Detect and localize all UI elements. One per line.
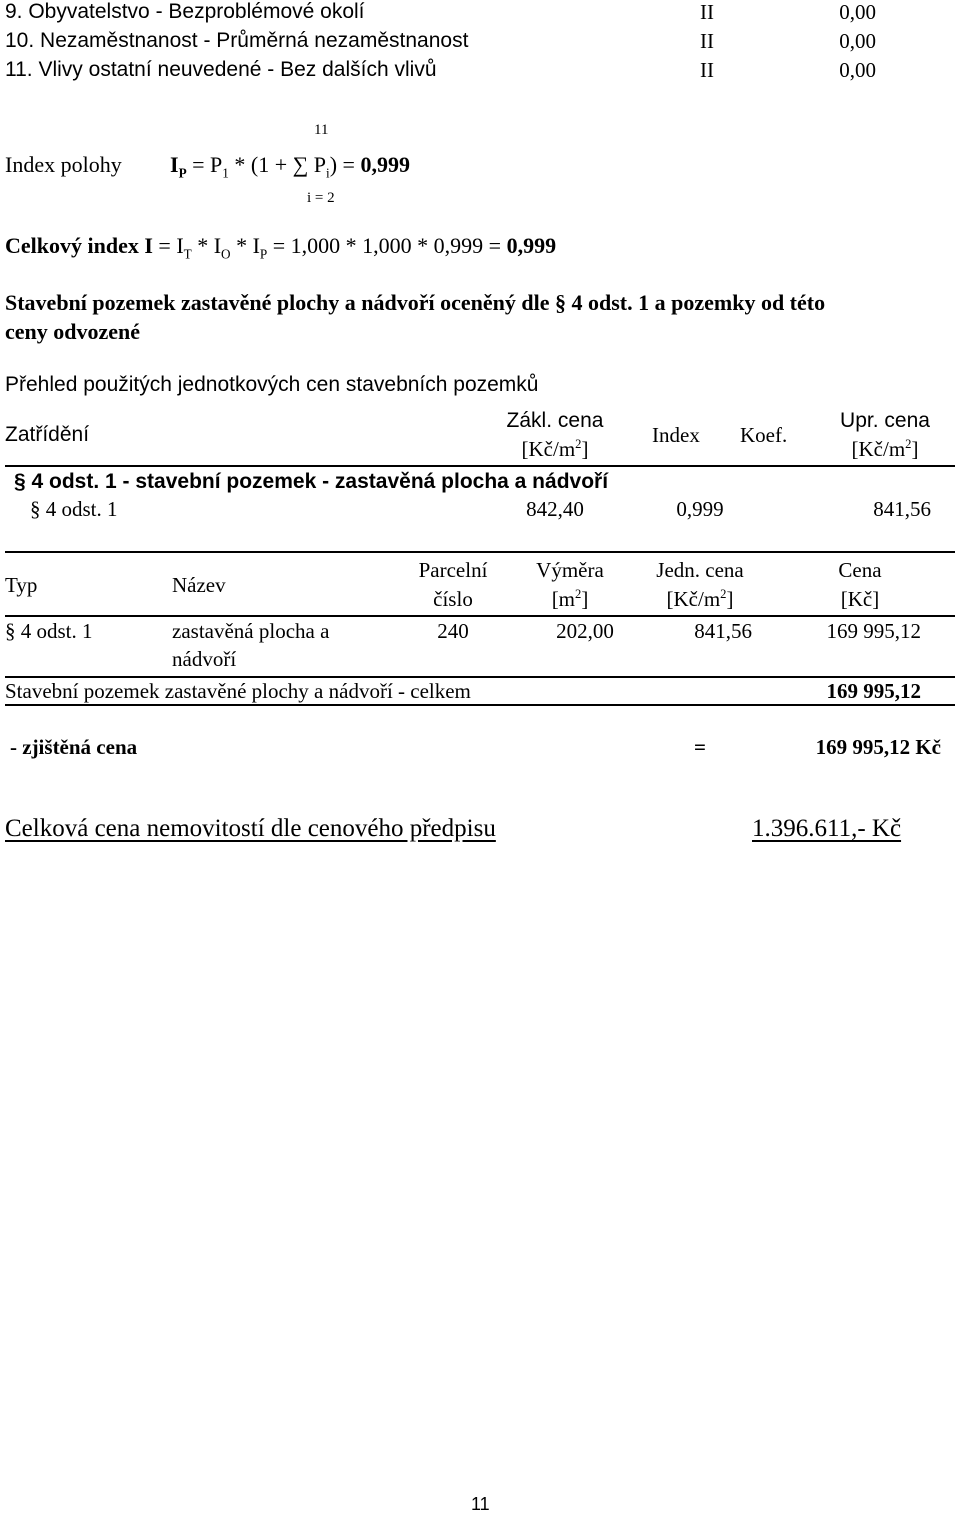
parcels-header-parcelni: Parcelní xyxy=(418,558,488,582)
page-number: 11 xyxy=(471,1494,490,1514)
celkovy-index-result: 0,999 xyxy=(506,233,557,258)
parcels-header-cislo: číslo xyxy=(433,587,473,611)
parcels-header-nazev: Název xyxy=(172,573,226,597)
index-polohy-label: Index polohy xyxy=(5,152,122,177)
overview-header-rule xyxy=(5,465,955,467)
influence-11-label: 11. Vlivy ostatní neuvedené - Bez dalších vlivů xyxy=(5,58,437,81)
section-sign-icon: § xyxy=(555,290,566,315)
influence-10-label: 10. Nezaměstnanost - Průměrná nezaměstnanost xyxy=(5,29,469,52)
overview-header-zakl-cena: Zákl. cena xyxy=(506,409,604,432)
celkovy-index-formula: Celkový index $I = I_T * I_O * I_P = 1,000 * 1,000 * 0,999 = 0,999$ xyxy=(5,233,557,262)
index-polohy-formula: $I_P = P_1 * (1$ + ∑ $P_i) = 0,999$ xyxy=(170,152,410,181)
parcels-header-rule xyxy=(5,615,955,617)
overview-title: Přehled použitých jednotkových cen stavebních pozemků xyxy=(5,373,539,396)
parcels-row-typ: § 4 odst. 1 xyxy=(5,619,93,643)
parcels-row-vymera: 202,00 xyxy=(556,619,614,643)
index-polohy-result: 0,999 xyxy=(360,152,410,177)
parcels-header-jedn-cena: Jedn. cena xyxy=(656,558,744,582)
zjistena-cena-value: 169 995,12 Kč xyxy=(815,735,941,759)
overview-group-label: § 4 odst. 1 - stavební pozemek - zastavěná plocha a nádvoří xyxy=(14,470,609,493)
influence-11-value: 0,00 xyxy=(839,58,876,82)
influence-10-value: 0,00 xyxy=(839,29,876,53)
overview-header-zakl-unit: $[Kč/m^2]$ xyxy=(521,437,589,461)
zjistena-cena-equals: = xyxy=(694,735,706,759)
overview-header-zatrideni: Zatřídění xyxy=(5,423,90,446)
parcels-total-value: 169 995,12 xyxy=(826,679,921,703)
influence-9-class: II xyxy=(700,0,714,24)
overview-header-index: Index xyxy=(652,423,700,447)
parcels-row-parcelni: 240 xyxy=(437,619,469,643)
parcels-header-cena: Cena xyxy=(838,558,882,582)
overview-row-zakl-cena: 842,40 xyxy=(526,497,584,521)
sigma-icon: ∑ xyxy=(292,152,309,177)
section-heading-line2: ceny odvozené xyxy=(5,319,141,344)
parcels-header-typ: Typ xyxy=(5,573,38,597)
parcels-top-rule xyxy=(5,551,955,553)
parcels-row-jedn-cena: 841,56 xyxy=(694,619,752,643)
zjistena-cena-label: - zjištěná cena xyxy=(10,735,138,759)
parcels-row-cena: 169 995,12 xyxy=(826,619,921,643)
section-heading-line1: Stavební pozemek zastavěné plochy a nádvoří oceněný dle § 4 odst. 1 a pozemky od této xyxy=(5,290,826,315)
overview-header-koef: Koef. xyxy=(740,423,788,447)
parcels-row-rule xyxy=(5,676,955,678)
celkova-cena-value: 1.396.611,- Kč xyxy=(752,815,902,842)
influence-10-class: II xyxy=(700,29,714,53)
celkova-cena-label: Celková cena nemovitostí dle cenového předpisu xyxy=(5,815,496,842)
parcels-header-vymera-unit: $[m^2]$ xyxy=(551,587,589,611)
parcels-header-jedn-unit: $[Kč/m^2]$ xyxy=(666,587,734,611)
overview-row-zatrideni: § 4 odst. 1 xyxy=(30,497,118,521)
parcels-header-cena-unit: [Kč] xyxy=(840,587,880,611)
overview-header-upr-unit: $[Kč/m^2]$ xyxy=(851,437,919,461)
influence-9-label: 9. Obyvatelstvo - Bezproblémové okolí xyxy=(5,0,365,23)
parcels-row-nazev-line2: nádvoří xyxy=(172,647,237,671)
sum-lower-limit: i = 2 xyxy=(307,190,335,206)
sum-upper-limit: 11 xyxy=(314,122,329,138)
overview-row-index: 0,999 xyxy=(676,497,724,521)
influence-9-value: 0,00 xyxy=(839,0,876,24)
influence-11-class: II xyxy=(700,58,714,82)
parcels-row-nazev-line1: zastavěná plocha a xyxy=(172,619,330,643)
overview-header-upr-cena: Upr. cena xyxy=(840,409,930,432)
parcels-total-label: Stavební pozemek zastavěné plochy a nádvoří - celkem xyxy=(5,679,471,703)
parcels-total-rule xyxy=(5,704,955,706)
parcels-header-vymera: Výměra xyxy=(536,558,604,582)
overview-row-upr-cena: 841,56 xyxy=(873,497,931,521)
